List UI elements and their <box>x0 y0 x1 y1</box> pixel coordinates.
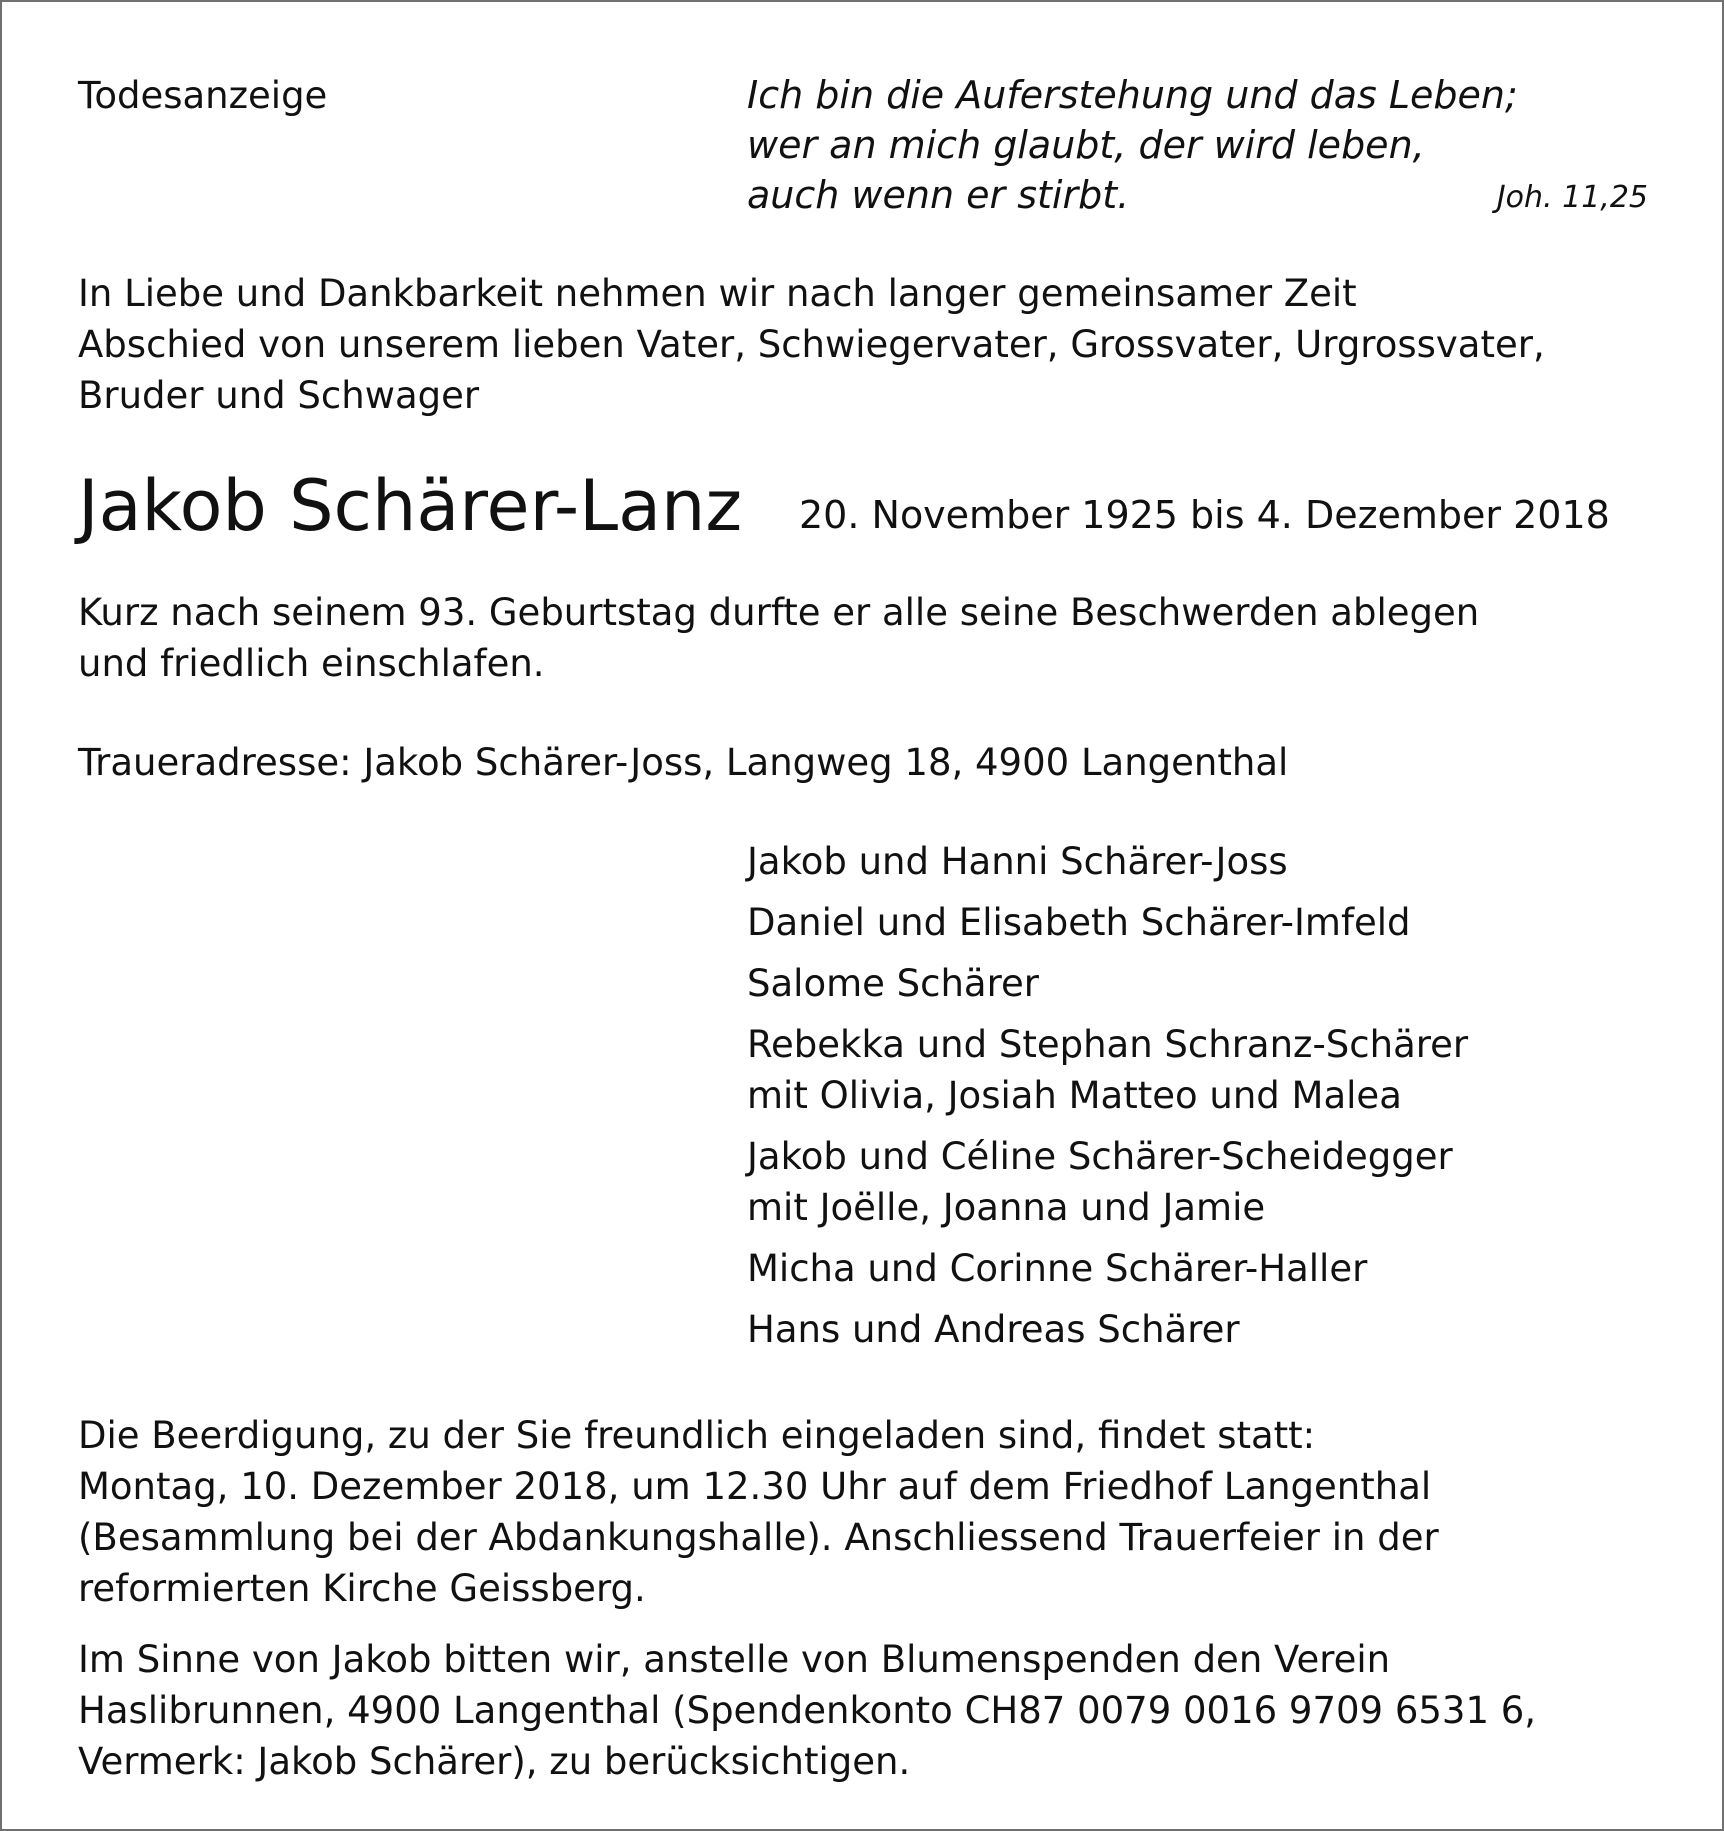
mourners-list <box>747 836 1468 1365</box>
mourner-entry: Hans und Andreas Schärer <box>747 1308 1240 1351</box>
deceased-name: Jakob Schärer-Lanz <box>78 465 743 547</box>
life-dates: 20. November 1925 bis 4. Dezember 2018 <box>799 493 1610 537</box>
mourner-entry: Jakob und Hanni Schärer-Joss <box>747 840 1288 883</box>
death-note-paragraph: Kurz nach seinem 93. Geburtstag durfte er alle seine Beschwerden ablegen und friedlich einschlafen. <box>78 591 1480 685</box>
notice-type-label: Todesanzeige <box>78 74 328 117</box>
verse-reference: Joh. 11,25 <box>1496 180 1648 215</box>
funeral-details: Die Beerdigung, zu der Sie freundlich eingeladen sind, findet statt: Montag, 10. Dezember 2018, um 12.30 Uhr auf dem Friedhof Langenthal (Besammlung bei der Abdankungshalle). Anschliessend Trauerfeier in der reformierten Kirche Geissberg. <box>78 1414 1439 1610</box>
mourning-address: Traueradresse: Jakob Schärer-Joss, Langweg 18, 4900 Langenthal <box>78 741 1289 784</box>
mourner-entry: Salome Schärer <box>747 962 1039 1005</box>
donation-request: Im Sinne von Jakob bitten wir, anstelle von Blumenspenden den Verein Haslibrunnen, 4900 Langenthal (Spendenkonto CH87 0079 0016 9709 6531 6, Vermerk: Jakob Schärer), zu berücksichtigen. <box>78 1638 1537 1783</box>
mourner-entry: Jakob und Céline Schärer-Scheidegger mit Joëlle, Joanna und Jamie <box>747 1135 1453 1229</box>
mourner-entry: Micha und Corinne Schärer-Haller <box>747 1247 1368 1290</box>
mourner-entry: Rebekka und Stephan Schranz-Schärer mit Olivia, Josiah Matteo und Malea <box>747 1023 1469 1117</box>
mourner-entry: Daniel und Elisabeth Schärer-Imfeld <box>747 901 1411 944</box>
bible-verse: Ich bin die Auferstehung und das Leben; wer an mich glaubt, der wird leben, auch wenn er stirbt. <box>747 73 1518 217</box>
intro-paragraph: In Liebe und Dankbarkeit nehmen wir nach langer gemeinsamer Zeit Abschied von unserem lieben Vater, Schwiegervater, Grossvater, Urgrossvater, Bruder und Schwager <box>78 272 1545 417</box>
